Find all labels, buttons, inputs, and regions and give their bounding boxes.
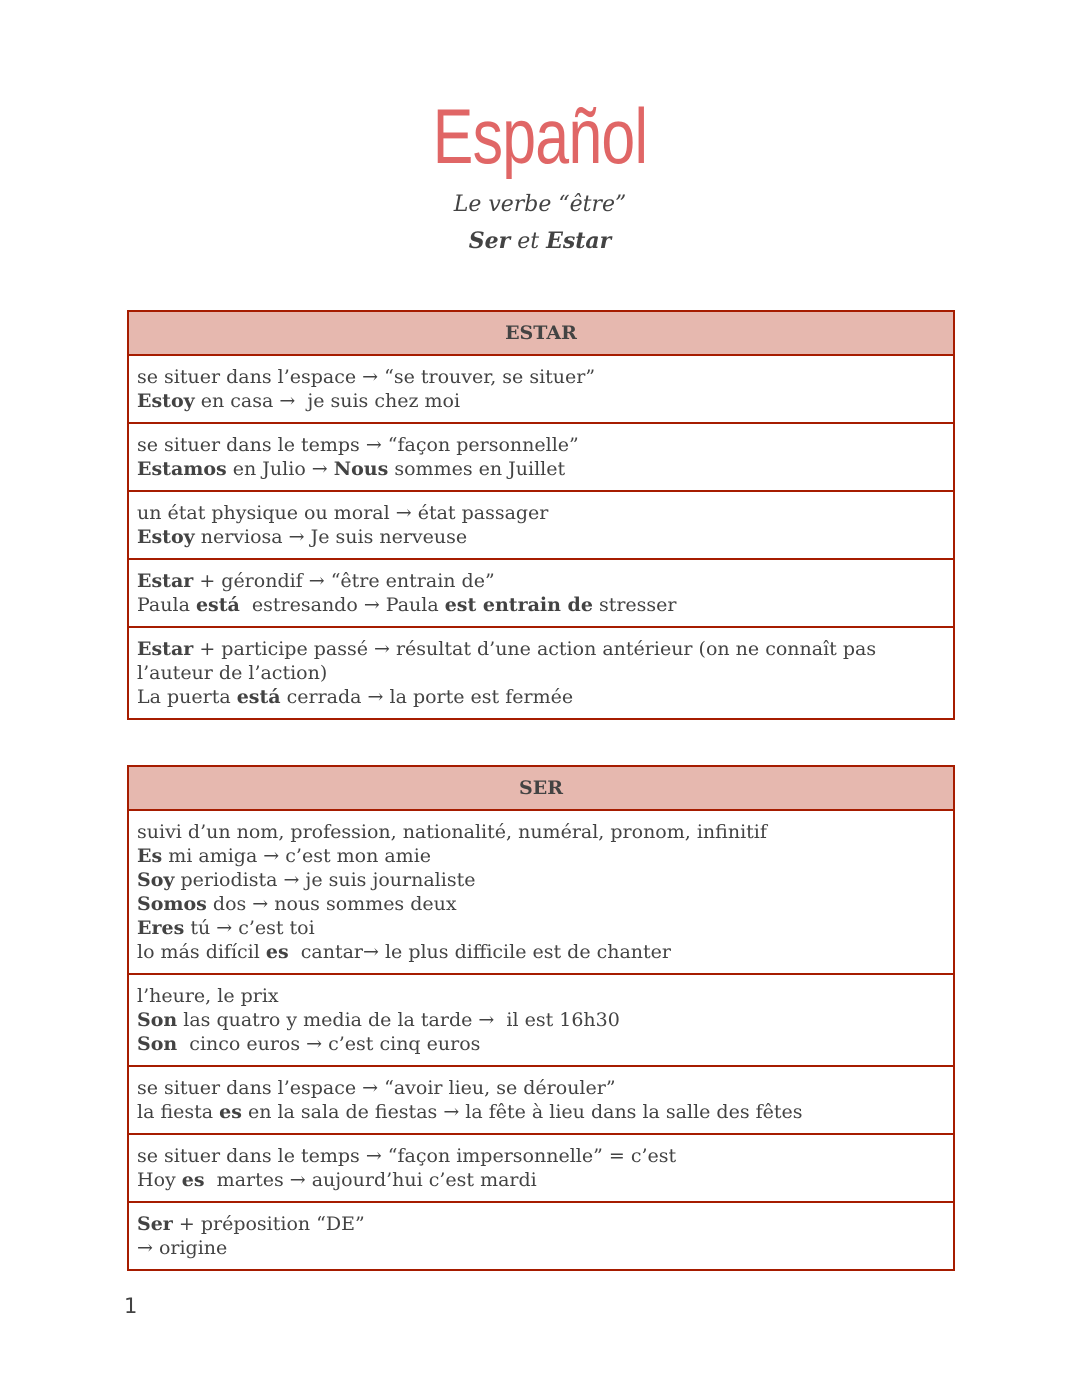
example-text: cerrada → la porte est fermée — [280, 686, 574, 708]
row-example — [137, 1008, 945, 1032]
row-description — [137, 569, 945, 593]
row-example — [137, 940, 945, 964]
example-verb: Son — [137, 1033, 178, 1055]
example-verb: es — [181, 1169, 205, 1191]
example-text: stresser — [592, 594, 677, 616]
example-text: periodista → je suis journaliste — [174, 869, 476, 891]
table-row — [128, 1134, 954, 1202]
description-text: + participe passé → résultat d’une action antérieur (on ne connaît pas l’auteur de l’action) — [137, 638, 883, 684]
table-row — [128, 559, 954, 627]
row-description: l’heure, le prix — [137, 985, 279, 1007]
subtitle-estar: Estar — [546, 228, 612, 254]
table-row — [128, 1202, 954, 1270]
row-example — [137, 1168, 945, 1192]
description-text: + gérondif → “être entrain de” — [193, 570, 495, 592]
description-verb: Ser — [137, 1213, 173, 1235]
example-text: en casa → je suis chez moi — [194, 390, 461, 412]
example-bold: est entrain de — [444, 594, 593, 616]
description-verb: Estar — [137, 638, 194, 660]
table-row — [128, 974, 954, 1066]
example-verb: Soy — [137, 869, 175, 891]
example-text: sommes en Juillet — [388, 458, 566, 480]
row-example — [137, 1100, 945, 1124]
subtitle-ser: Ser — [468, 228, 511, 254]
example-text: lo más difícil — [137, 941, 266, 963]
row-example: → origine — [137, 1237, 228, 1259]
example-text: la fiesta — [137, 1101, 220, 1123]
example-text: en la sala de fiestas → la fête à lieu dans la salle des fêtes — [241, 1101, 803, 1123]
example-text: tú → c’est toi — [184, 917, 315, 939]
row-description: suivi d’un nom, profession, nationalité, numéral, pronom, infinitif — [137, 821, 767, 843]
example-text: cinco euros → c’est cinq euros — [177, 1033, 481, 1055]
example-text: dos → nous sommes deux — [206, 893, 457, 915]
table-row — [128, 423, 954, 491]
table-row — [128, 810, 954, 974]
row-example — [137, 593, 945, 617]
row-example — [137, 457, 945, 481]
row-example — [137, 868, 945, 892]
table-row — [128, 355, 954, 423]
example-verb: está — [195, 594, 240, 616]
row-description: se situer dans le temps → “façon personnelle” — [137, 434, 579, 456]
page-number: 1 — [124, 1294, 138, 1318]
example-verb: Es — [137, 845, 163, 867]
row-description: se situer dans l’espace → “avoir lieu, se dérouler” — [137, 1077, 616, 1099]
row-example — [137, 1032, 945, 1056]
table-row — [128, 627, 954, 719]
example-verb: es — [219, 1101, 242, 1123]
ser-table — [127, 765, 955, 1271]
description-text: + préposition “DE” — [172, 1213, 365, 1235]
example-text: en Julio → — [226, 458, 334, 480]
example-text: Paula — [137, 594, 196, 616]
row-description — [137, 1212, 945, 1236]
example-text: nerviosa → Je suis nerveuse — [194, 526, 468, 548]
ser-table-header: SER — [128, 766, 954, 810]
subtitle: Le verbe “être” — [453, 192, 627, 217]
row-description: se situer dans l’espace → “se trouver, se situer” — [137, 366, 596, 388]
example-verb: Estoy — [137, 390, 195, 412]
example-verb: es — [265, 941, 289, 963]
row-example — [137, 892, 945, 916]
page-title: Español — [432, 92, 648, 180]
example-text: La puerta — [137, 686, 237, 708]
table-row — [128, 1066, 954, 1134]
estar-table-header: ESTAR — [128, 311, 954, 355]
example-verb: Estamos — [137, 458, 227, 480]
row-description: se situer dans le temps → “façon impersonnelle” = c’est — [137, 1145, 677, 1167]
example-text: martes → aujourd’hui c’est mardi — [204, 1169, 537, 1191]
example-text: Hoy — [137, 1169, 182, 1191]
example-bold: Nous — [333, 458, 389, 480]
row-example — [137, 685, 945, 709]
example-verb: Eres — [137, 917, 185, 939]
example-verb: está — [236, 686, 281, 708]
example-text: estresando → Paula — [239, 594, 445, 616]
example-verb: Somos — [137, 893, 207, 915]
example-text: mi amiga → c’est mon amie — [162, 845, 432, 867]
subtitle-ser-estar — [0, 228, 1080, 254]
example-text: cantar→ le plus difficile est de chanter — [288, 941, 672, 963]
table-row — [128, 491, 954, 559]
row-description — [137, 637, 945, 685]
row-example — [137, 525, 945, 549]
description-verb: Estar — [137, 570, 194, 592]
row-example — [137, 844, 945, 868]
estar-table — [127, 310, 955, 720]
row-example — [137, 389, 945, 413]
example-verb: Son — [137, 1009, 178, 1031]
example-text: las quatro y media de la tarde → il est 16h30 — [177, 1009, 620, 1031]
example-verb: Estoy — [137, 526, 195, 548]
subtitle-et: et — [510, 229, 547, 254]
row-example — [137, 916, 945, 940]
row-description: un état physique ou moral → état passager — [137, 502, 549, 524]
